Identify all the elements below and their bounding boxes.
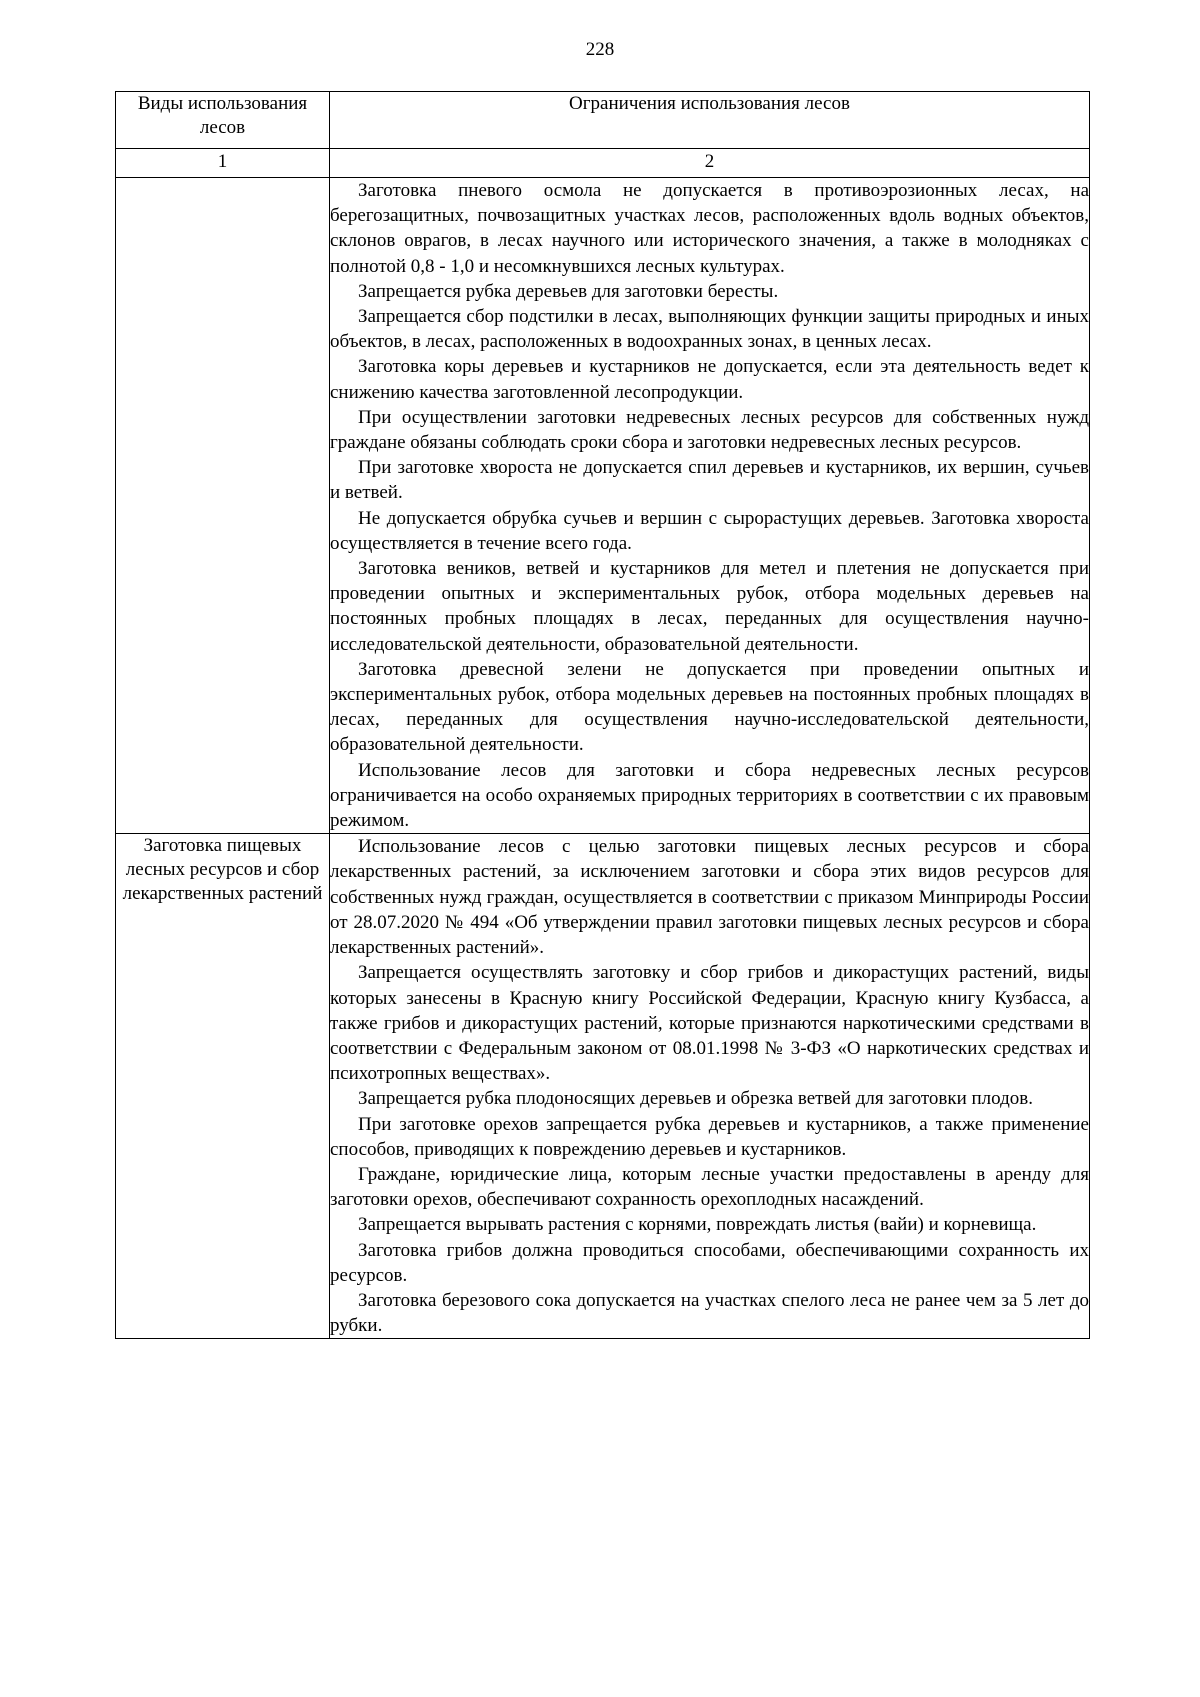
forest-use-restrictions-table — [115, 91, 1090, 1339]
restriction-paragraph: Запрещается рубка деревьев для заготовки бересты. — [358, 280, 779, 302]
restrictions-cell — [330, 834, 1090, 1339]
restriction-paragraph: Заготовка коры деревьев и кустарников не допускается, если эта деятельность ведет к снижению качества заготовленной лесопродукции. — [330, 356, 1089, 403]
restriction-paragraph: Граждане, юридические лица, которым лесные участки предоставлены в аренду для заготовки орехов, обеспечивают сохранность орехоплодных насаждений. — [330, 1163, 1089, 1211]
page-number: 228 — [585, 39, 615, 60]
restriction-paragraph: Запрещается сбор подстилки в лесах, выполняющих функции защиты природных и иных объектов, в лесах, расположенных в водоохранных зонах, в ценных лесах. — [330, 306, 1089, 353]
column-number-2: 2 — [330, 149, 1090, 178]
restriction-paragraph: Запрещается осуществлять заготовку и сбор грибов и дикорастущих растений, виды которых занесены в Красную книгу Российской Федерации, Красную книгу Кузбасса, а также грибов и дикорастущих растений, которые признаются наркотическими средствами в соответствии с Федеральным законом от 08.01.1998 № 3-ФЗ «О наркотических средствах и психотропных веществах». — [330, 962, 1089, 1085]
column-number-row — [116, 149, 1090, 178]
use-type-cell — [116, 178, 330, 834]
restriction-paragraph: Использование лесов с целью заготовки пищевых лесных ресурсов и сбора лекарственных растений, за исключением заготовки и сбора этих видов ресурсов для собственных нужд граждан, осуществляется в соответствии с приказом Минприроды России от 28.07.2020 № 494 «Об утверждении правил заготовки пищевых лесных ресурсов и сбора лекарственных растений». — [330, 836, 1089, 959]
restriction-paragraph: При заготовке орехов запрещается рубка деревьев и кустарников, а также применение способов, приводящих к повреждению деревьев и кустарников. — [330, 1113, 1089, 1160]
table-row — [116, 178, 1090, 834]
column-number-1: 1 — [116, 149, 330, 178]
column-header-use-type: Виды использования лесов — [116, 92, 330, 149]
restriction-paragraph: Запрещается вырывать растения с корнями, повреждать листья (вайи) и корневища. — [358, 1214, 1037, 1236]
restriction-paragraph: Использование лесов для заготовки и сбора недревесных лесных ресурсов ограничивается на особо охраняемых природных территориях в соответствии с их правовым режимом. — [330, 759, 1089, 832]
restrictions-cell — [330, 178, 1090, 834]
restriction-paragraph: При осуществлении заготовки недревесных лесных ресурсов для собственных нужд граждане обязаны соблюдать сроки сбора и заготовки недревесных лесных ресурсов. — [330, 406, 1089, 454]
restriction-paragraph: Заготовка веников, ветвей и кустарников для метел и плетения не допускается при проведении опытных и экспериментальных рубок, отбора модельных деревьев на постоянных пробных площадях в лесах, переданных для осуществления научно-исследовательской деятельности, образовательной деятельности. — [330, 558, 1089, 655]
table-row — [116, 834, 1090, 1339]
use-type-cell: Заготовка пищевых лесных ресурсов и сбор лекарственных растений — [116, 834, 330, 1339]
restriction-paragraph: Заготовка древесной зелени не допускается при проведении опытных и экспериментальных рубок, отбора модельных деревьев на постоянных пробных площадях в лесах, переданных для осуществления научно-исследовательской деятельности, образовательной деятельности. — [330, 658, 1089, 756]
restriction-paragraph: Заготовка пневого осмола не допускается в противоэрозионных лесах, на берегозащитных, почвозащитных участках лесов, расположенных вдоль водных объектов, склонов оврагов, в лесах научного или исторического значения, а также в молодняках с полнотой 0,8 - 1,0 и несомкнувшихся лесных культурах. — [330, 180, 1089, 277]
table-header-row — [116, 92, 1090, 149]
restriction-paragraph: Заготовка грибов должна проводиться способами, обеспечивающими сохранность их ресурсов. — [330, 1239, 1089, 1286]
restriction-paragraph: Не допускается обрубка сучьев и вершин с сырорастущих деревьев. Заготовка хвороста осуществляется в течение всего года. — [330, 507, 1089, 554]
restriction-paragraph: Запрещается рубка плодоносящих деревьев и обрезка ветвей для заготовки плодов. — [358, 1088, 1034, 1110]
restriction-paragraph: Заготовка березового сока допускается на участках спелого леса не ранее чем за 5 лет до рубки. — [330, 1289, 1089, 1337]
restriction-paragraph: При заготовке хвороста не допускается спил деревьев и кустарников, их вершин, сучьев и ветвей. — [330, 457, 1089, 504]
column-header-restrictions: Ограничения использования лесов — [330, 92, 1090, 149]
